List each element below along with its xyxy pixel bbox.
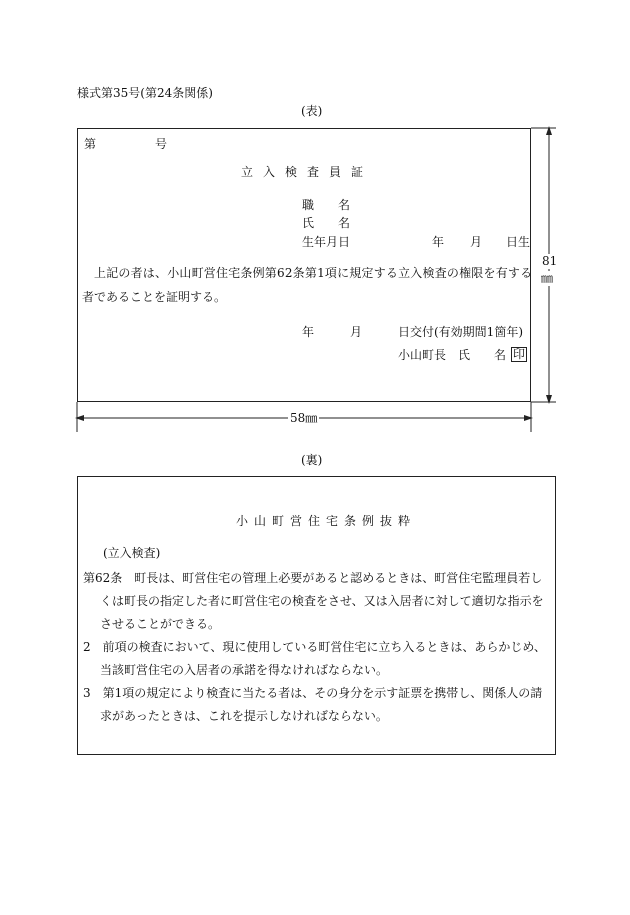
issue-year: 年 [302, 325, 315, 339]
width-label: 58㎜ [290, 411, 318, 425]
front-side-label: (表) [301, 104, 323, 118]
back-title: 小山町営住宅条例抜粋 [236, 514, 417, 528]
seal-char: 印 [513, 347, 526, 361]
number-go: 号 [155, 137, 168, 151]
height-unit: ㎜ [541, 271, 554, 285]
mayor-label: 小山町長 氏 名 [398, 348, 507, 362]
birth-day: 日生 [506, 235, 531, 249]
form-label: 様式第35号(第24条関係) [77, 86, 213, 100]
height-arrow-top [546, 126, 552, 135]
article-heading: (立入検査) [103, 546, 161, 560]
article-paragraph-1: 第62条 町長は、町営住宅の管理上必要があると認めるときは、町営住宅監理員若しくは町長の指定した者に町営住宅の検査をさせ、又は入居者に対して適切な指示をさせることができる。 [83, 571, 544, 631]
birth-month: 月 [470, 235, 483, 249]
article-paragraph-3: 3 第1項の規定により検査に当たる者は、その身分を示す証票を携帯し、関係人の請求があったときは、これを提示しなければならない。 [83, 686, 543, 723]
issue-suffix: 日交付(有効期間1箇年) [398, 325, 523, 339]
width-arrow-left [75, 415, 84, 421]
field-name: 氏 名 [302, 216, 351, 230]
front-body-line2: 者であることを証明する。 [82, 290, 227, 304]
birth-year: 年 [432, 235, 445, 249]
field-birth: 生年月日 [302, 235, 351, 249]
issue-month: 月 [350, 325, 363, 339]
width-arrow-right [524, 415, 533, 421]
number-dai: 第 [84, 137, 97, 151]
article-paragraph-2: 2 前項の検査において、現に使用している町営住宅に立ち入るときは、あらかじめ、当該町営住宅の入居者の承諾を得なければならない。 [83, 640, 546, 677]
field-position: 職 名 [302, 198, 351, 212]
back-side-label: (裏) [301, 453, 323, 467]
front-body-line1: 上記の者は、小山町営住宅条例第62条第1項に規定する立入検査の権限を有する [94, 266, 533, 280]
front-title: 立入検査員証 [241, 165, 374, 179]
height-arrow-bottom [546, 395, 552, 404]
height-value: 81 [542, 254, 558, 268]
